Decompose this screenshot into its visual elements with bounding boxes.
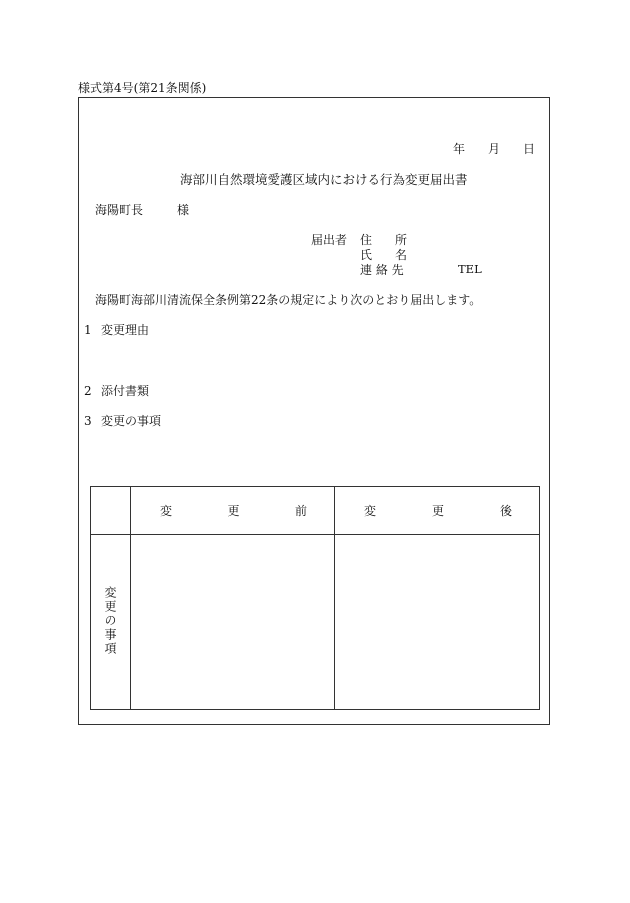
notifier-address-label-2: 所 (395, 233, 408, 247)
before-header-char-3: 前 (294, 504, 307, 518)
addressee-name: 海陽町長 (95, 203, 144, 217)
notifier-name-label-2: 名 (395, 248, 408, 262)
before-content-cell[interactable] (131, 535, 335, 710)
table-body-row (91, 535, 540, 710)
after-header-cell (335, 487, 540, 535)
item-3-number: 3 (84, 414, 92, 428)
item-2-label: 添付書類 (101, 384, 150, 398)
row-label-vertical: 変更の事項 (103, 585, 117, 656)
notifier-label: 届出者 (311, 233, 348, 247)
table-corner-cell (91, 487, 131, 535)
form-number: 様式第4号(第21条関係) (78, 81, 207, 95)
notifier-tel-label: TEL (458, 262, 482, 276)
item-2-number: 2 (84, 384, 92, 398)
date-day-label: 日 (523, 142, 536, 156)
change-table (90, 486, 540, 710)
after-header-char-1: 変 (364, 504, 377, 518)
after-header-char-2: 更 (431, 504, 444, 518)
addressee-honorific: 様 (177, 203, 190, 217)
item-1-label: 変更理由 (101, 323, 150, 337)
table-header-row (91, 487, 540, 535)
date-month-label: 月 (488, 142, 501, 156)
document-title: 海部川自然環境愛護区域内における行為変更届出書 (180, 172, 468, 187)
before-header-char-2: 更 (227, 504, 240, 518)
notifier-name-label-1: 氏 (360, 248, 373, 262)
item-3-label: 変更の事項 (101, 414, 162, 428)
body-text: 海陽町海部川清流保全条例第22条の規定により次のとおり届出します。 (95, 293, 482, 307)
row-label-cell (91, 535, 131, 710)
notifier-address-label-1: 住 (360, 233, 373, 247)
after-header-char-3: 後 (499, 504, 512, 518)
before-header-cell (131, 487, 335, 535)
item-1-number: 1 (84, 323, 92, 337)
date-year-label: 年 (453, 142, 466, 156)
after-content-cell[interactable] (335, 535, 540, 710)
notifier-contact-label: 連 絡 先 (360, 263, 404, 277)
before-header-char-1: 変 (160, 504, 173, 518)
